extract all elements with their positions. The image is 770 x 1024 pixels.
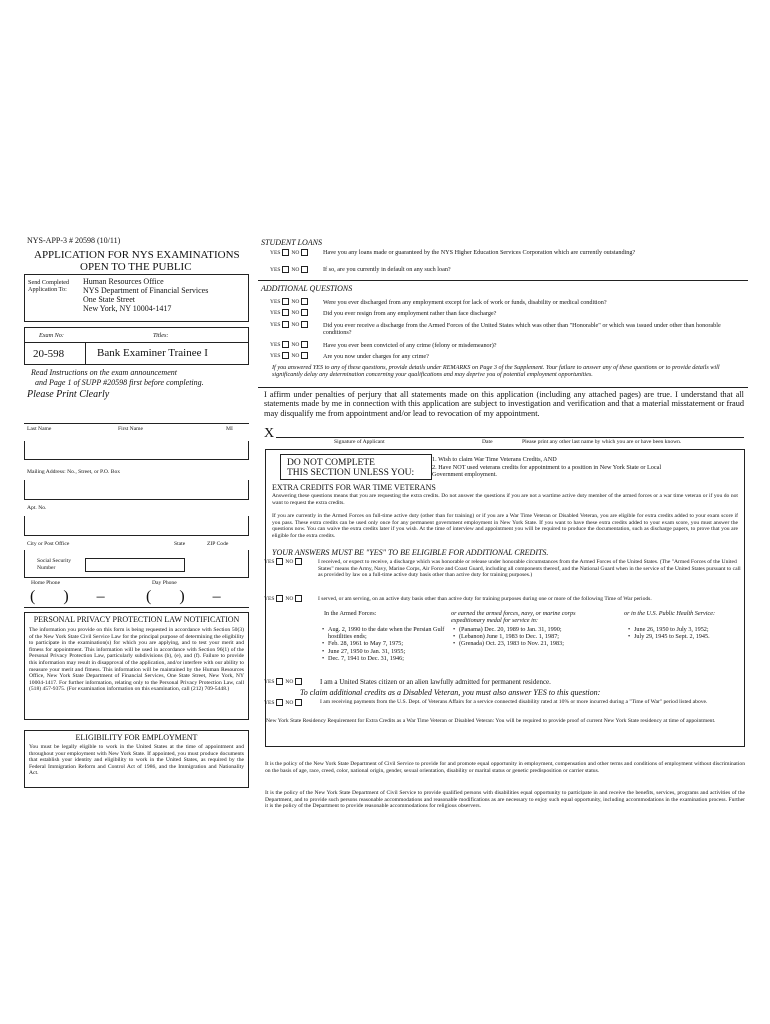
extra-credits-heading: EXTRA CREDITS FOR WAR TIME VETERANS [272,483,436,492]
ssn-label: Social Security Number [37,558,72,571]
vet-q2-no-checkbox[interactable] [295,595,302,602]
vet-q4-no-checkbox[interactable] [295,699,302,706]
loan-q2-answer[interactable]: YES NO [270,266,310,274]
signature-label: Signature of Applicant [334,439,385,445]
mi-label: MI [226,426,233,432]
ssn-input[interactable] [85,558,185,572]
form-title-line2: OPEN TO THE PUBLIC [80,261,192,273]
add-q3-answer[interactable]: YES NO [270,321,310,329]
vet-q3-no-checkbox[interactable] [295,678,302,685]
col2-period: • (Lebanon) June 1, 1983 to Dec. 1, 1987; [459,633,619,640]
additional-note: If you answered YES to any of these questions, provide details under REMARKS on Page 3 of the Supplement. Your failure to answer any of these questions or to provide details will significantly delay any determination concerning your qualifications and may deprive you of potential employment opportunities. [272,364,720,379]
col3-period: • July 29, 1945 to Sept. 2, 1945. [634,633,744,640]
instructions-line1: Read Instructions on the exam announcement [31,368,177,377]
add-q1-answer[interactable]: YES NO [270,298,310,306]
condition-2: 2. Have NOT used veterans credits for appointment to a position in New York State or Local Government employment. [432,464,662,479]
add-q3: Did you ever receive a discharge from the Armed Forces of the United States which was other than "Honorable" or which was issued under other than honorable conditions? [323,322,721,337]
signature-x: X [264,426,275,441]
vet-q2-answer[interactable]: YES NO [264,595,304,603]
policy-disabilities: It is the policy of the New York State Department of Civil Service to provide qualified persons with disabilities equal opportunity to participate in and receive the benefits, services, programs and activities of the Department, and to provide such persons reasonable accommodations and reasonable modifications as are necessary to enjoy such equal opportunity, including accommodations in the examination process. Further it is the policy of the Department to provide reasonable accommodations for religious observers. [265,790,745,810]
form-title-line1: APPLICATION FOR NYS EXAMINATIONS [34,249,240,261]
vet-q1-no-checkbox[interactable] [295,558,302,565]
additional-heading: ADDITIONAL QUESTIONS [261,284,353,293]
col3-heading: or in the U.S. Public Health Service: [624,610,716,617]
col1-period: • June 27, 1950 to Jan. 31, 1955; [328,648,448,655]
state-label: State [174,541,186,547]
add-q2-yes-checkbox[interactable] [282,309,289,316]
address-line3: One State Street [83,295,135,304]
last-name-label: Last Name [27,426,52,432]
add-q4-no-checkbox[interactable] [301,341,308,348]
vet-q3-yes-checkbox[interactable] [276,678,283,685]
col1-period: • Aug. 2, 1990 to the date when the Persian Gulf hostilities ends; [328,626,448,640]
titles-label: Titles: [153,332,169,339]
address-line1: Human Resources Office [83,277,164,286]
disabled-veteran-note: To claim additional credits as a Disabled Veteran, you must also answer YES to this question: [300,688,601,697]
add-q5-no-checkbox[interactable] [301,352,308,359]
vet-q1-yes-checkbox[interactable] [276,558,283,565]
send-to-label: Send Completed Application To: [28,279,70,294]
loan-q2-no-checkbox[interactable] [301,266,308,273]
instructions-line2: and Page 1 of SUPP #20598 first before completing. [35,378,204,387]
loan-q1: Have you any loans made or guaranteed by the NYS Higher Education Services Corporation which are currently outstanding? [323,249,636,256]
add-q4: Have you ever been convicted of any crime (felony or misdemeanor)? [323,342,497,349]
vet-q4: I am receiving payments from the U.S. Dept. of Veterans Affairs for a service connected disability rated at 10% or more incurred during a "Time of War" period listed above. [320,699,708,705]
address-line4: New York, NY 10004-1417 [83,304,172,313]
policy-eeo: It is the policy of the New York State Department of Civil Service to provide for and promote equal opportunity in employment, compensation and other terms and conditions of employment without discrimination on the basis of age, race, creed, color, national origin, gender, sexual orientation, disability or marital status or genetic predisposition or carrier status. [265,761,745,774]
eligibility-body: You must be legally eligible to work in the United States at the time of appointment and throughout your employment with New York State. If appointed, you must produce documents that establish your identity and eligibility to work in the United States, as required by the Federal Immigration Reform and Control Act of 1986, and the Immigration and Nationality Act. [29,744,244,777]
col2-heading: or earned the armed forces, navy, or marine corps expeditionary medal for service in: [451,610,576,625]
add-q2-answer[interactable]: YES NO [270,309,310,317]
col1-list [320,626,448,662]
do-not-complete-2: THIS SECTION UNLESS YOU: [287,468,415,478]
col1-period: • Feb. 28, 1961 to May 7, 1975; [328,640,448,647]
must-be-yes: YOUR ANSWERS MUST BE "YES" TO BE ELIGIBLE FOR ADDITIONAL CREDITS. [272,548,549,557]
privacy-box [24,612,249,720]
col3-list [626,626,744,640]
add-q5-answer[interactable]: YES NO [270,352,310,360]
vet-q3-answer[interactable]: YES NO [264,678,304,686]
vet-q1-answer[interactable]: YES NO [264,558,304,566]
form-id: NYS-APP-3 # 20598 (10/11) [27,236,121,245]
privacy-body: The information you provide on this form is being requested in accordance with Section 50(3) of the New York State Civil Service Law for the principal purpose of determining the eligibility to participate in the examination(s) for which you are applying, and to test your merit and fitness for appointment. This information will be used in accordance with Section 96(1) of the Personal Privacy Protection Law, particularly subdivisions (b), (e), and (f). Failure to provide this information may result in disapproval of the application, and/or interfere with our ability to measure your merit and fitness. This information will be maintained by the Human Resources Office, New York State Department of Financial Services, One State Street, New York, NY 10004-1417. For further information, relating only to the Personal Privacy Protection Law, call (518) 457-9375. (For examination information on this examination, call (212) 709-5448.) [29,627,244,693]
other-name-label: Please print any other last name by which you are or have been known. [522,439,682,445]
exam-no-label: Exam No: [39,332,64,339]
exam-number: 20-598 [33,348,65,360]
vet-q4-yes-checkbox[interactable] [276,699,283,706]
vet-q3: I am a United States citizen or an alien lawfully admitted for permanent residence. [320,678,551,686]
residency-requirement: New York State Residency Requirement for Extra Credits as a War Time Veteran or Disabled Veteran: You will be required to provide proof of current New York State residency at time of appointment. [266,718,716,724]
mailing-address-input[interactable] [24,480,249,500]
veterans-p2: If you are currently in the Armed Forces on full-time active duty (other than for training) or if you are a War Time Veteran or Disabled Veteran, you are eligible for extra credits added to your exam score if you pass. These extra credits can be used only once for any permanent government employment in New York State. If you want to have these extra credits added to your exam score, you must answer the questions now. You can waive the extra credits later if you wish. At the time of interview and appointment you will be required to produce the documentation, such as discharge papers, to prove that you are eligible for the extra credits. [272,513,738,539]
add-q2-no-checkbox[interactable] [301,309,308,316]
affirmation: I affirm under penalties of perjury that all statements made on this application (including any attached pages) are true. I understand that all statements made by me in connection with this application are subject to investigation and verification and that a material misstatement or fraud may disqualify me from appointment and/or lead to revocation of my appointment. [264,390,744,418]
exam-title: Bank Examiner Trainee I [97,347,208,359]
city-state-zip-input[interactable] [24,550,249,578]
name-input[interactable] [24,441,249,460]
col1-period: • Dec. 7, 1941 to Dec. 31, 1946; [328,655,448,662]
first-name-label: First Name [118,426,144,432]
send-to-box [24,274,249,322]
add-q3-yes-checkbox[interactable] [282,321,289,328]
add-q3-no-checkbox[interactable] [301,321,308,328]
col3-period: • June 26, 1950 to July 3, 1952; [634,626,744,633]
eligibility-box [24,730,249,788]
signature-input[interactable] [276,425,514,437]
vet-q1: I received, or expect to receive, a discharge which was honorable or release under honorable circumstances from the Armed Forces of the United States. (The "Armed Forces of the United States" means the Army, Navy, Marine Corps, Air Force and Coast Guard, including all components thereof, and the National Guard when in the service of the United States pursuant to call as provided by law on a full-time active duty basis other than active duty for training purposes.) [318,559,741,579]
add-q4-yes-checkbox[interactable] [282,341,289,348]
student-loans-heading: STUDENT LOANS [261,238,322,247]
please-print: Please Print Clearly [27,389,110,400]
day-phone-label: Day Phone [152,580,177,586]
mailing-address-label: Mailing Address: No., Street, or P.O. Box [27,469,121,475]
add-q5-yes-checkbox[interactable] [282,352,289,359]
loan-q1-answer[interactable]: YES NO [270,249,310,257]
zip-label: ZIP Code [207,541,229,547]
add-q2: Did you ever resign from any employment rather than face discharge? [323,310,497,317]
day-phone-input[interactable]: ( ) – [146,588,233,605]
veterans-section [265,449,745,747]
privacy-heading: PERSONAL PRIVACY PROTECTION LAW NOTIFICATION [33,615,240,624]
add-q5: Are you now under charges for any crime? [323,353,429,360]
add-q1-yes-checkbox[interactable] [282,298,289,305]
exam-box [24,327,249,365]
apt-no-input[interactable] [24,516,249,536]
col1-heading: In the Armed Forces: [324,610,377,617]
eligibility-heading: ELIGIBILITY FOR EMPLOYMENT [75,733,198,742]
apt-no-label: Apt. No. [27,505,47,511]
col2-period: • (Panama) Dec. 20, 1989 to Jan. 31, 1990; [459,626,619,633]
do-not-complete-box [280,454,432,480]
loan-q1-no-checkbox[interactable] [301,249,308,256]
home-phone-input[interactable]: ( ) – [30,588,117,605]
vet-q2-yes-checkbox[interactable] [276,595,283,602]
loan-q2-yes-checkbox[interactable] [282,266,289,273]
date-label: Date [482,439,493,445]
col2-period: • (Grenada) Oct. 23, 1983 to Nov. 21, 1983; [459,640,619,647]
add-q4-answer[interactable]: YES NO [270,341,310,349]
add-q1-no-checkbox[interactable] [301,298,308,305]
do-not-complete-1: DO NOT COMPLETE [287,458,375,468]
address-line2: NYS Department of Financial Services [83,286,209,295]
veterans-p1: Answering these questions means that you are requesting the extra credits. Do not answer the questions if you are not a wartime active duty member of the armed forces or a war time veteran or if you do not want to request the extra credits. [272,493,738,506]
loan-q2: If so, are you currently in default on any such loan? [323,266,451,273]
home-phone-label: Home Phone [31,580,61,586]
city-label: City or Post Office [27,541,70,547]
vet-q4-answer[interactable]: YES NO [264,699,304,707]
condition-1: 1. Wish to claim War Time Veterans Credits, AND [432,456,557,463]
loan-q1-yes-checkbox[interactable] [282,249,289,256]
add-q1: Were you ever discharged from any employment except for lack of work or funds, disability or medical condition? [323,299,607,306]
vet-q2: I served, or am serving, on an active duty basis other than active duty for training purposes during one or more of the following Time of War periods. [318,596,652,602]
col2-list [451,626,619,648]
